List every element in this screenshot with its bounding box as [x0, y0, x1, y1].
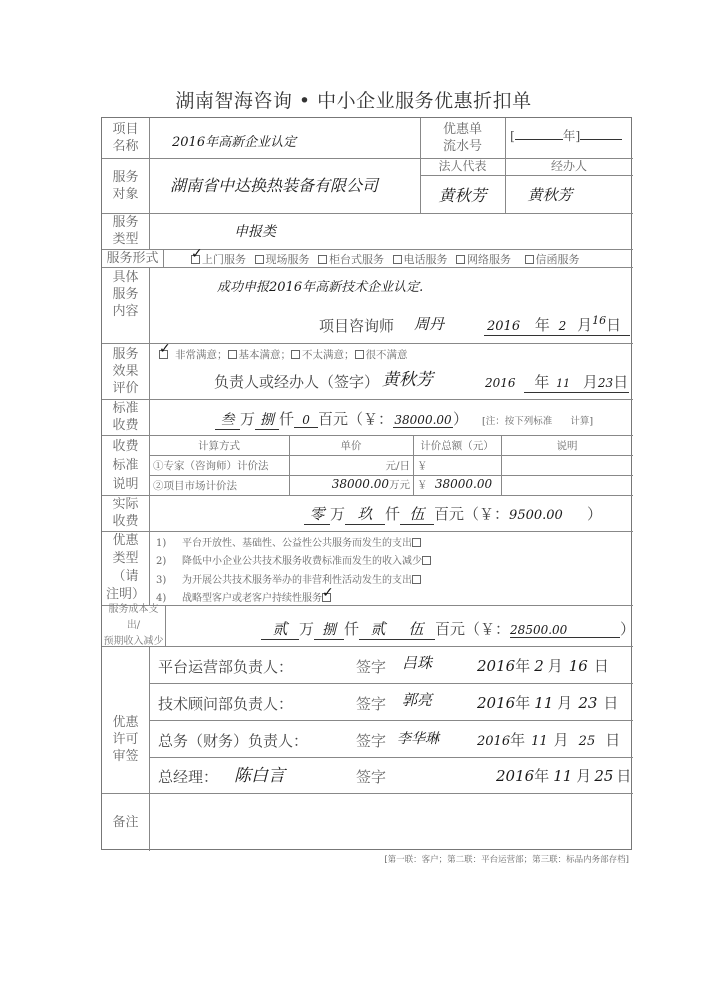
approval-role-gm: 总经理：: [158, 768, 219, 786]
fee-row-1-total[interactable]: ￥: [417, 460, 428, 472]
checkbox-icon[interactable]: [255, 255, 264, 264]
service-content-label: 具体 服务 内容: [112, 270, 139, 319]
legal-rep-label: 法人代表: [438, 159, 487, 173]
discount-type-list: [156, 535, 433, 608]
service-form-option-network[interactable]: 网络服务: [456, 253, 511, 266]
fee-table-header-note: 说明: [556, 439, 578, 452]
discount-type-label: 优惠 类型 （请 注明）: [105, 533, 145, 602]
discount-type-item-1[interactable]: 1) 平台开放性、基础性、公益性公共服务而发生的支出: [156, 535, 433, 553]
discount-type-item-2[interactable]: 2) 降低中小企业公共技术服务收费标准而发生的收入减少: [156, 553, 433, 571]
checkbox-icon[interactable]: [456, 255, 465, 264]
evaluation-options: [159, 347, 408, 362]
evaluation-option-very-dissatisfied[interactable]: 很不满意: [355, 349, 408, 361]
standard-fee-note: [注：按下列标准 计算]: [482, 416, 594, 427]
fee-row-2-unit-price[interactable]: 38000.00万元: [331, 477, 410, 491]
consultant-signature[interactable]: 周丹: [414, 315, 445, 333]
checkbox-icon[interactable]: [291, 350, 300, 359]
approval-signature-tech[interactable]: 郭亮: [402, 691, 433, 709]
evaluation-label: 服务 效果 评价: [112, 346, 139, 396]
service-target-value[interactable]: 湖南省中达换热装备有限公司: [170, 176, 379, 195]
project-name-label: 项目 名称: [112, 122, 139, 154]
approval-date-finance[interactable]: 2016年 11 月 25 日: [477, 731, 621, 749]
checkbox-icon[interactable]: [318, 255, 327, 264]
evaluation-option-not-very[interactable]: 不太满意；: [291, 349, 355, 361]
consultant-date[interactable]: 2016 年 2 月$^{16}$日: [484, 314, 630, 336]
remarks-field[interactable]: [150, 794, 632, 850]
approval-sign-label: 签字: [356, 768, 387, 786]
checkbox-icon[interactable]: [412, 575, 421, 584]
standard-fee-amount[interactable]: 叁 万 捌 仟 0 百元（￥：38000.00）: [215, 408, 468, 430]
approval-role-finance: 总务（财务）负责人：: [158, 732, 309, 750]
serial-number-field[interactable]: [ 年]: [510, 126, 622, 144]
actual-fee-label: 实际 收费: [112, 497, 139, 529]
service-type-value[interactable]: 申报类: [234, 224, 276, 240]
approval-role-platform: 平台运营部负责人：: [158, 658, 294, 676]
service-form-label: 服务形式: [106, 250, 159, 266]
approval-sign-label: 签字: [356, 732, 387, 750]
fee-row-1-method: ①专家（咨询师）计价法: [153, 460, 269, 472]
project-name-value[interactable]: 2016年高新企业认定: [172, 135, 297, 150]
service-form-option-phone[interactable]: 电话服务: [393, 253, 448, 266]
evaluation-signature[interactable]: 黄秋芳: [382, 370, 433, 390]
fee-table-header-unit-price: 单价: [340, 439, 362, 452]
service-form-option-counter[interactable]: 柜台式服务: [318, 253, 384, 266]
legal-rep-signature[interactable]: 黄秋芳: [438, 185, 487, 205]
service-target-label: 服务 对象: [112, 169, 139, 202]
checkbox-icon[interactable]: [228, 350, 237, 359]
checkbox-icon[interactable]: [355, 350, 364, 359]
evaluation-option-very-satisfied[interactable]: ✓非常满意；: [159, 349, 228, 361]
fee-standard-label: 收费 标准 说明: [112, 438, 139, 492]
checkbox-icon[interactable]: [412, 538, 421, 547]
approval-label: 优惠 许可 审签: [112, 715, 139, 764]
checkbox-checked-icon[interactable]: [322, 593, 331, 602]
service-form-option-letter[interactable]: 信函服务: [525, 253, 580, 266]
fee-row-2-total[interactable]: ￥ 38000.00: [417, 477, 493, 491]
remarks-label: 备注: [112, 814, 139, 830]
approval-date-platform[interactable]: 2016年 2 月 16 日: [477, 657, 609, 675]
approval-signature-gm[interactable]: 陈白言: [234, 766, 285, 786]
serial-number-label: 优惠单 流水号: [442, 122, 482, 154]
approval-sign-label: 签字: [356, 695, 387, 713]
checkbox-checked-icon[interactable]: [191, 255, 200, 264]
handler-signature[interactable]: 黄秋芳: [527, 185, 573, 204]
fee-table-header-total: 计价总额（元）: [420, 439, 494, 452]
actual-fee-amount[interactable]: 零 万 玖 仟 伍 百元（￥：9500.00 ）: [304, 503, 602, 525]
checkbox-icon[interactable]: [422, 556, 431, 565]
evaluation-date[interactable]: 2016 年 11 月23日: [485, 373, 629, 391]
discount-type-item-3[interactable]: 3) 为开展公共技术服务举办的非营利性活动发生的支出: [156, 572, 433, 590]
service-type-label: 服务 类型: [112, 215, 139, 247]
consultant-label: 项目咨询师: [319, 317, 395, 335]
approval-date-gm[interactable]: 2016年 11 月 25 日: [496, 767, 632, 785]
checkbox-checked-icon[interactable]: [159, 350, 168, 359]
service-content-value[interactable]: 成功申报2016年高新技术企业认定.: [217, 280, 424, 295]
approval-signature-finance[interactable]: 李华琳: [397, 731, 439, 747]
copy-distribution-note: [第一联：客户；第二联：平台运营部；第三联：标品内务部存档]: [384, 855, 629, 865]
service-form-options: [191, 251, 580, 267]
discount-form: [101, 117, 636, 850]
evaluation-option-basic[interactable]: 基本满意；: [228, 349, 292, 361]
form-title: 湖南智海咨询 • 中小企业服务优惠折扣单: [175, 90, 532, 112]
fee-row-1-unit-price[interactable]: 元/日: [385, 460, 410, 472]
approval-date-tech[interactable]: 2016年 11 月 23 日: [477, 694, 619, 712]
approval-sign-label: 签字: [356, 658, 387, 676]
checkbox-icon[interactable]: [393, 255, 402, 264]
evaluation-signer-label: 负责人或经办人（签字）: [214, 373, 380, 391]
fee-table-header-method: 计算方式: [198, 439, 240, 452]
service-form-option-field[interactable]: 现场服务: [255, 253, 310, 266]
approval-role-tech: 技术顾问部负责人：: [158, 695, 294, 713]
cost-amount[interactable]: 贰 万 捌 仟 贰 伍 百元（￥：28500.00 ）: [261, 618, 635, 640]
discount-type-item-4[interactable]: 4) 战略型客户或老客户持续性服务✓: [156, 590, 433, 608]
fee-row-2-method: ②项目市场计价法: [153, 480, 237, 492]
standard-fee-label: 标准 收费: [112, 401, 139, 433]
cost-label: 服务成本支出/ 预期收入减少: [103, 603, 164, 647]
handler-label: 经办人: [550, 159, 587, 173]
service-form-option-onsite[interactable]: ✓ 上门服务: [191, 253, 246, 266]
approval-signature-platform[interactable]: 吕珠: [402, 654, 433, 672]
checkbox-icon[interactable]: [525, 255, 534, 264]
